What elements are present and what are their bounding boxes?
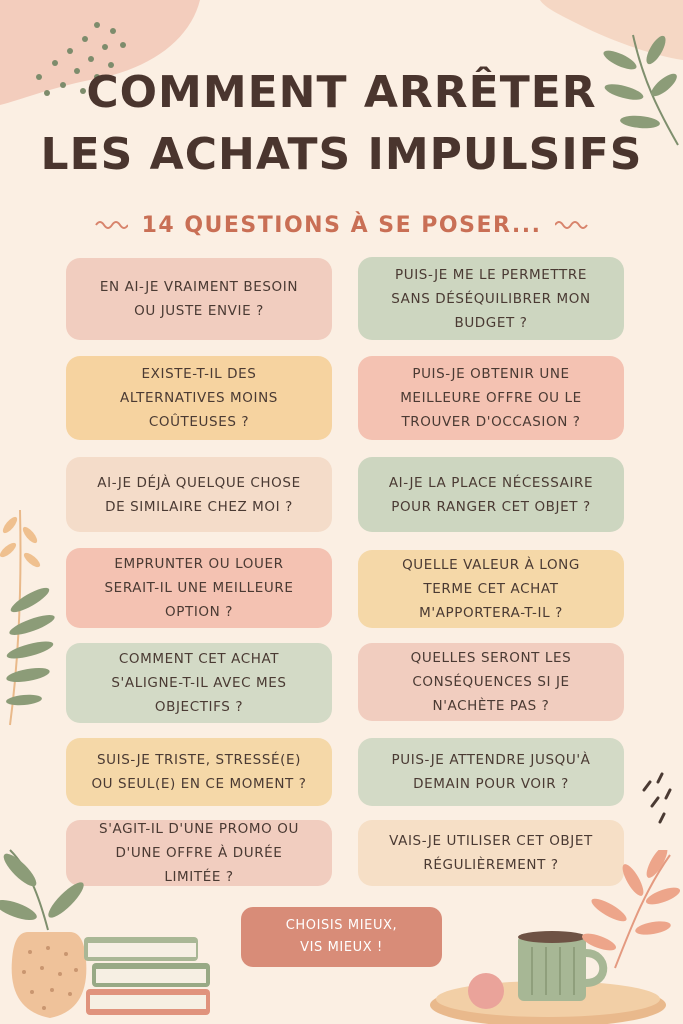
title-line: COMMENT ARRÊTER bbox=[86, 67, 597, 118]
question-card: EN AI-JE VRAIMENT BESOIN OU JUSTE ENVIE ? bbox=[66, 258, 332, 340]
page-title bbox=[0, 62, 683, 186]
question-card: QUELLES SERONT LES CONSÉQUENCES SI JE N'ACHÈTE PAS ? bbox=[358, 643, 624, 721]
question-card: PUIS-JE ME LE PERMETTRE SANS DÉSÉQUILIBRER MON BUDGET ? bbox=[358, 257, 624, 340]
question-card: QUELLE VALEUR À LONG TERME CET ACHAT M'APPORTERA-T-IL ? bbox=[358, 550, 624, 628]
question-card: PUIS-JE OBTENIR UNE MEILLEURE OFFRE OU LE TROUVER D'OCCASION ? bbox=[358, 356, 624, 440]
sparkle-marks-icon bbox=[640, 770, 680, 830]
question-card: EXISTE-T-IL DES ALTERNATIVES MOINS COÛTEUSES ? bbox=[66, 356, 332, 440]
leaf-branch-icon bbox=[575, 850, 683, 970]
book-stack-icon bbox=[82, 935, 217, 1024]
question-card: VAIS-JE UTILISER CET OBJET RÉGULIÈREMENT ? bbox=[358, 820, 624, 886]
subtitle-row bbox=[0, 205, 683, 245]
question-card: S'AGIT-IL D'UNE PROMO OU D'UNE OFFRE À DURÉE LIMITÉE ? bbox=[66, 820, 332, 886]
question-card: SUIS-JE TRISTE, STRESSÉ(E) OU SEUL(E) EN CE MOMENT ? bbox=[66, 738, 332, 806]
question-card: EMPRUNTER OU LOUER SERAIT-IL UNE MEILLEURE OPTION ? bbox=[66, 548, 332, 628]
question-card: COMMENT CET ACHAT S'ALIGNE-T-IL AVEC MES OBJECTIFS ? bbox=[66, 643, 332, 723]
title-line: LES ACHATS IMPULSIFS bbox=[40, 129, 643, 180]
squiggle-right-icon bbox=[555, 218, 589, 232]
squiggle-left-icon bbox=[94, 218, 128, 232]
leaf-branch-icon bbox=[0, 505, 70, 730]
subtitle: 14 QUESTIONS À SE POSER... bbox=[141, 212, 542, 238]
cta-banner: CHOISIS MIEUX, VIS MIEUX ! bbox=[241, 907, 442, 967]
question-card: PUIS-JE ATTENDRE JUSQU'À DEMAIN POUR VOIR ? bbox=[358, 738, 624, 806]
question-card: AI-JE LA PLACE NÉCESSAIRE POUR RANGER CET OBJET ? bbox=[358, 457, 624, 532]
question-card: AI-JE DÉJÀ QUELQUE CHOSE DE SIMILAIRE CHEZ MOI ? bbox=[66, 457, 332, 532]
